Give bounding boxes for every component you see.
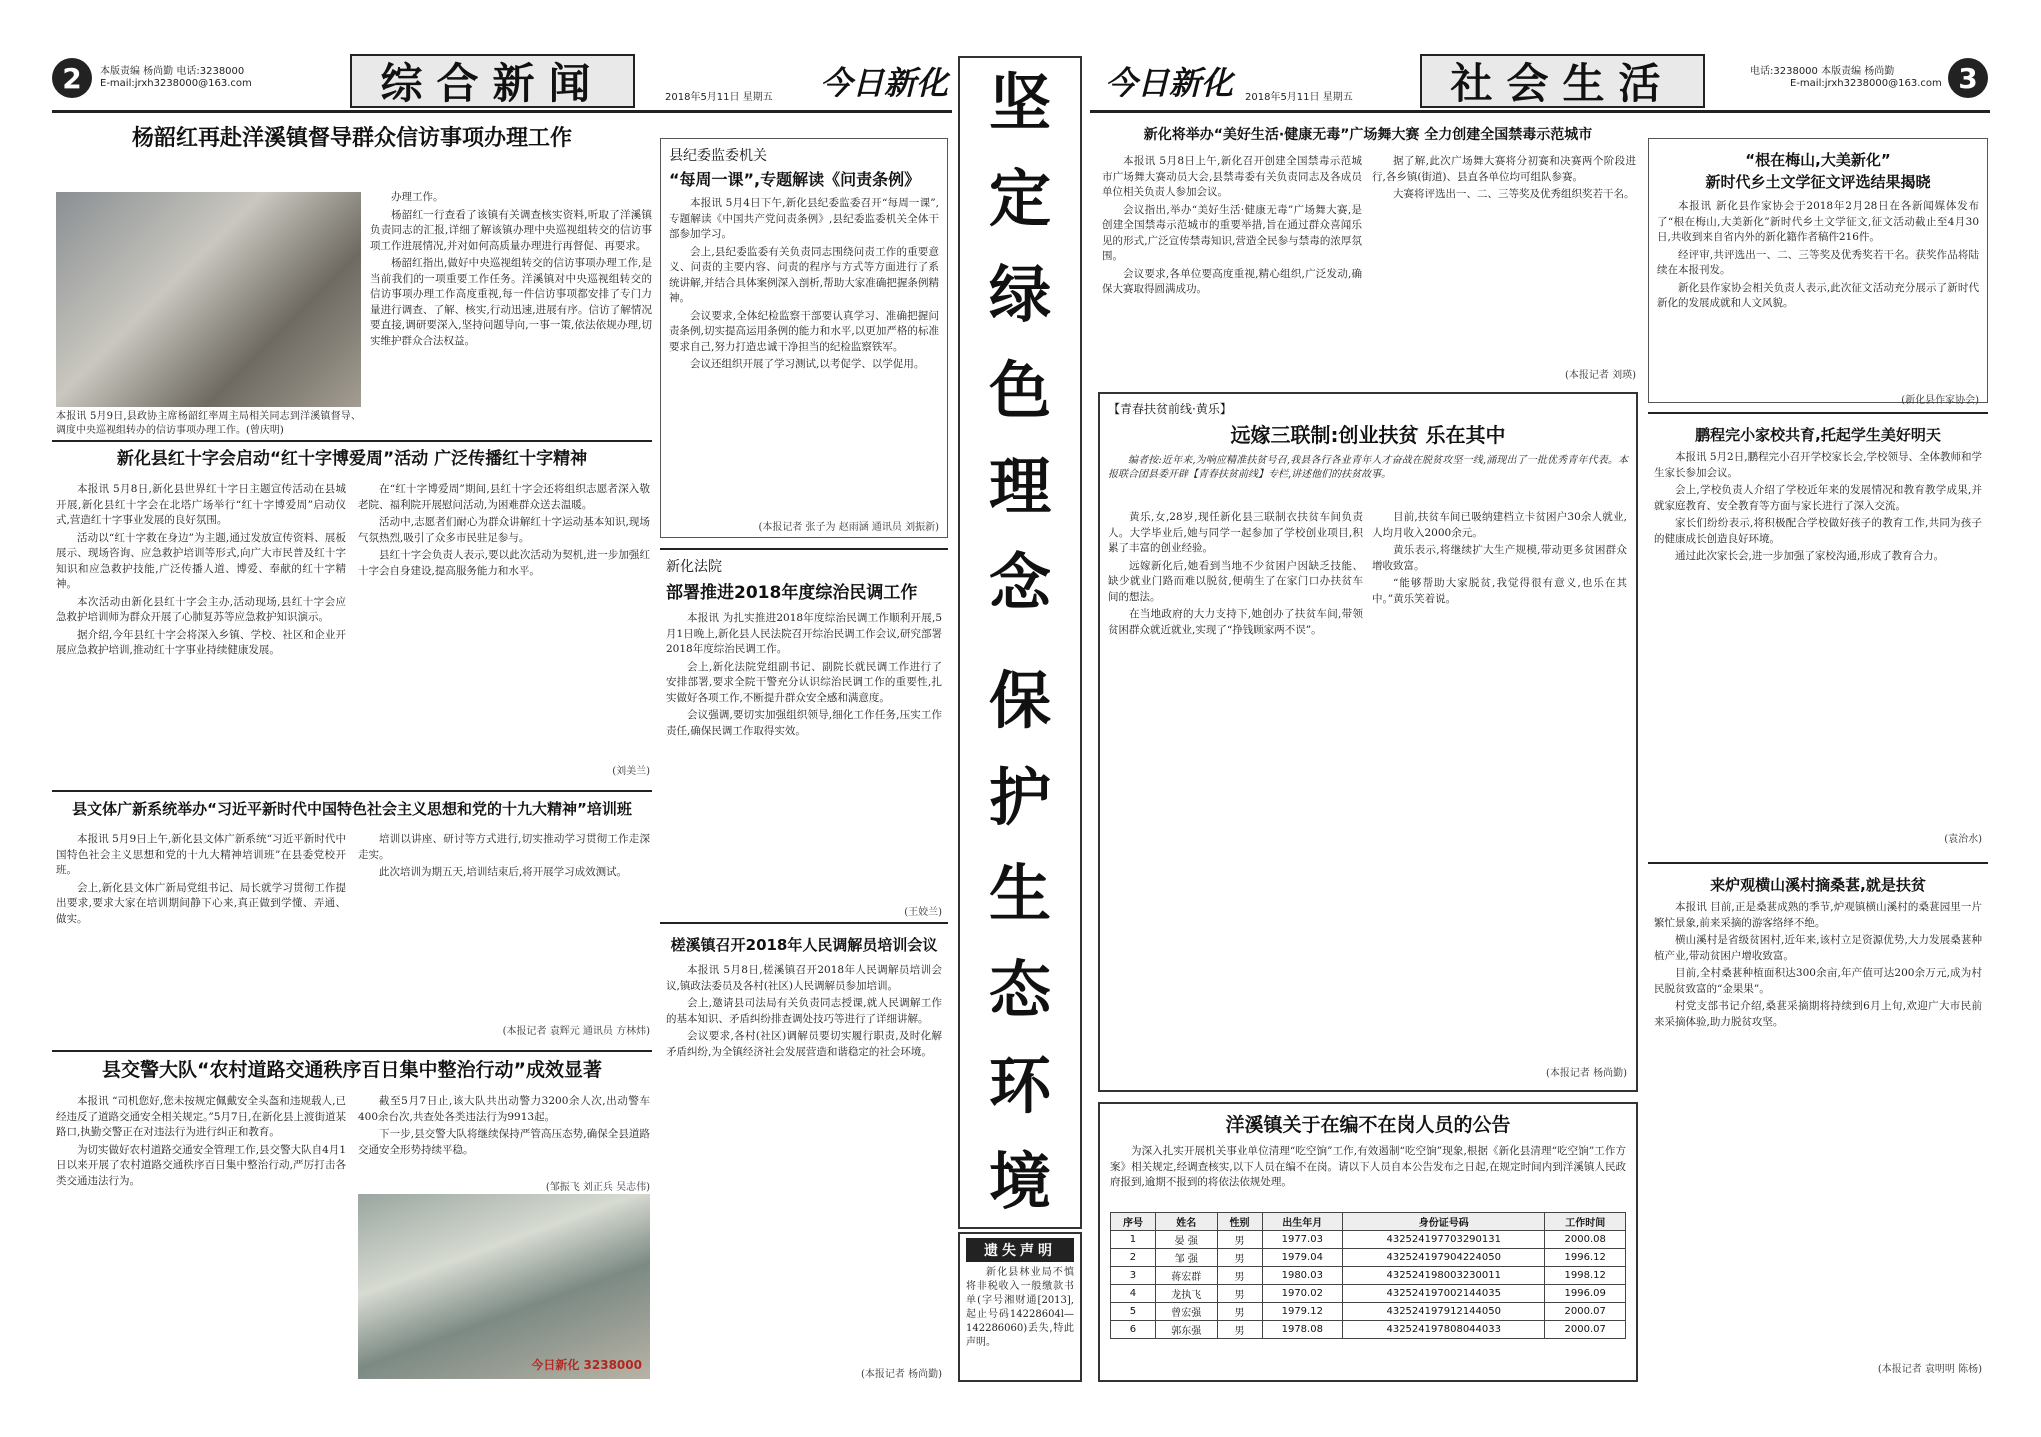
article-b2-editor-note: 编者按:近年来,为响应精准扶贫号召,我县各行各业青年人才奋战在脱贫攻坚一线,涌现出了一批优秀青年代表。本报联合团县委开辟【青春扶贫前线】专栏,讲述他们的扶贫故事。: [1108, 455, 1628, 480]
article-a6-body: [666, 611, 942, 901]
slogan-char: 绿: [988, 258, 1051, 332]
article-a5-title: “每周一课”,专题解读《问责条例》: [669, 170, 921, 189]
table-row: [1111, 1267, 1626, 1285]
email-right: E-mail:jrxh3238000@163.com: [1790, 78, 1942, 89]
article-a4: [52, 1050, 652, 1382]
paragraph: 横山溪村是省级贫困村,近年来,该村立足资源优势,大力发展桑葚种植产业,带动贫困户增收致富。: [1654, 934, 1982, 962]
article-a1: [52, 120, 652, 436]
article-b1-body2: [1372, 154, 1636, 362]
paragraph: 本报讯 5月8日,槎溪镇召开2018年人民调解员培训会议,镇政法委员及各村(社区)人民调解员参加培训。: [666, 964, 942, 992]
article-a7-byline: (本报记者 杨尚勤): [861, 1369, 942, 1380]
article-a5-kicker: 县纪委监委机关: [669, 148, 767, 164]
article-b2-body: [1108, 510, 1363, 1080]
header-rule-left: [52, 110, 952, 113]
table-header-cell: 出生年月: [1262, 1213, 1343, 1231]
paragraph: 目前,全村桑葚种植面积达300余亩,年产值可达200余万元,成为村民脱贫致富的“金果果”。: [1654, 967, 1982, 995]
paragraph: 会上,新化县文体广新局党组书记、局长就学习贯彻工作提出要求,要求大家在培训期间静下心来,真正做到学懂、弄通、做实。: [56, 881, 346, 925]
article-a4-body: [56, 1094, 346, 1379]
paragraph: 会议要求,全体纪检监察干部要认真学习、准确把握问责条例,切实提高运用条例的能力和水平,以更加严格的标准要求自己,努力打造忠诚干净担当的纪检监察铁军。: [669, 309, 939, 353]
paragraph: 会上,新化法院党组副书记、副院长就民调工作进行了安排部署,要求全院干警充分认识综治民调工作的重要性,扎实做好各项工作,不断提升群众安全感和满意度。: [666, 660, 942, 704]
article-b6-title: 来炉观横山溪村摘桑葚,就是扶贫: [1710, 876, 1926, 894]
article-b1-body: [1102, 154, 1362, 380]
paragraph: 家长们纷纷表示,将积极配合学校做好孩子的教育工作,共同为孩子的健康成长创造良好环境。: [1654, 517, 1982, 545]
article-b2-byline: (本报记者 杨尚勤): [1546, 1068, 1627, 1079]
center-slogan: [958, 56, 1082, 1229]
article-b1: [1098, 120, 1638, 382]
table-cell: 龙执飞: [1155, 1285, 1217, 1303]
article-b2: [1098, 392, 1638, 1092]
editor-line-left: 本版责编 杨尚勤 电话:3238000: [100, 66, 245, 77]
table-row: [1111, 1303, 1626, 1321]
article-b5-byline: (袁治水): [1944, 834, 1982, 845]
masthead-right: 今日新化: [1105, 64, 1234, 102]
paragraph: 本报讯 5月4日下午,新化县纪委监委召开“每周一课”,专题解读《中国共产党问责条例》,县纪委监委机关全体干部参加学习。: [669, 197, 939, 240]
paragraph: “能够帮助大家脱贫,我觉得很有意义,也乐在其中。”黄乐笑着说。: [1372, 577, 1627, 605]
paragraph: 新化县作家协会相关负责人表示,此次征文活动充分展示了新时代新化的发展成就和人文风貌。: [1657, 281, 1979, 309]
paragraph: 远嫁新化后,她看到当地不少贫困户因缺乏技能、缺少就业门路而难以脱贫,便萌生了在家门口办扶贫车间的想法。: [1108, 559, 1363, 603]
paragraph: 会上,邀请县司法局有关负责同志授课,就人民调解工作的基本知识、矛盾纠纷排查调处技巧等进行了详细讲解。: [666, 997, 942, 1025]
paragraph: 通过此次家长会,进一步加强了家校沟通,形成了教育合力。: [1675, 550, 1945, 562]
editor-line-right: 电话:3238000 本版责编 杨尚勤: [1750, 66, 1895, 77]
article-b4-body: [1657, 199, 1979, 389]
slogan-char: 念: [988, 546, 1051, 620]
paragraph: 本报讯 5月2日,鹏程完小召开学校家长会,学校领导、全体教师和学生家长参加会议。: [1654, 451, 1982, 479]
article-a3-body: [56, 832, 346, 1037]
slogan-char: 理: [988, 450, 1051, 524]
table-cell: 男: [1217, 1267, 1262, 1285]
page-number-right: 3: [1948, 58, 1988, 98]
table-row: [1111, 1321, 1626, 1339]
article-b6: [1648, 862, 1988, 1382]
article-a6-byline: (王姣兰): [904, 907, 942, 918]
slogan-char: 定: [988, 162, 1051, 236]
paragraph: 截至5月7日止,该大队共出动警力3200余人次,出动警车400余台次,共查处各类违法行为9913起。: [358, 1095, 650, 1123]
article-a2: [52, 440, 652, 780]
table-cell: 3: [1111, 1267, 1156, 1285]
paragraph: 活动以“红十字救在身边”为主题,通过发放宣传资料、展板展示、现场咨询、应急救护培训等形式,向广大市民普及红十字知识和应急救护技能,广泛传播人道、博爱、奉献的红十字精神。: [56, 531, 346, 590]
article-a5-byline: (本报记者 张子为 赵雨涵 通讯员 刘振新): [758, 522, 939, 533]
table-cell: 曾宏强: [1155, 1303, 1217, 1321]
article-b2-title: 远嫁三联制:创业扶贫 乐在其中: [1230, 423, 1506, 447]
article-a4-photo: [358, 1194, 650, 1379]
paragraph: 村党支部书记介绍,桑葚采摘期将持续到6月上旬,欢迎广大市民前来采摘体验,助力脱贫攻坚。: [1654, 1000, 1982, 1028]
slogan-char: 坚: [988, 66, 1051, 139]
article-a7: [660, 922, 948, 1382]
article-b2-body2: [1372, 510, 1627, 1058]
article-a6: [660, 548, 948, 918]
personnel-table: [1110, 1212, 1626, 1339]
paragraph: 本报讯 5月9日上午,新化县文体广新系统“习近平新时代中国特色社会主义思想和党的十九大精神培训班”在县委党校开班。: [56, 833, 346, 876]
table-cell: 1980.03: [1262, 1267, 1343, 1285]
article-a4-title: 县交警大队“农村道路交通秩序百日集中整治行动”成效显著: [102, 1059, 602, 1081]
article-b5: [1648, 412, 1988, 852]
table-cell: 蒋宏群: [1155, 1267, 1217, 1285]
paragraph: 大赛将评选出一、二、三等奖及优秀组织奖若干名。: [1393, 188, 1635, 200]
paragraph: 培训以讲座、研讨等方式进行,切实推动学习贯彻工作走深走实。: [358, 833, 650, 861]
paragraph: 办理工作。: [391, 191, 444, 203]
paragraph: 目前,扶贫车间已吸纳建档立卡贫困户30余人就业,人均月收入2000余元。: [1372, 511, 1627, 539]
table-cell: 2000.08: [1545, 1231, 1626, 1249]
article-a6-title: 部署推进2018年度综治民调工作: [666, 583, 918, 603]
table-row: [1111, 1285, 1626, 1303]
article-a2-title: 新化县红十字会启动“红十字博爱周”活动 广泛传播红十字精神: [116, 449, 588, 469]
paragraph: 会议要求,各村(社区)调解员要切实履行职责,及时化解矛盾纠纷,为全镇经济社会发展营造和谐稳定的社会环境。: [666, 1030, 942, 1058]
table-cell: 男: [1217, 1231, 1262, 1249]
slogan-char: 态: [988, 952, 1051, 1026]
article-b2-kicker: 【青春扶贫前线·黄乐】: [1108, 402, 1232, 416]
slogan-char: 环: [988, 1048, 1051, 1122]
article-a4-photo-signature: 今日新化 3238000: [531, 1358, 642, 1372]
article-a7-title: 槎溪镇召开2018年人民调解员培训会议: [670, 936, 938, 954]
lost-notice-body: 新化县林业局不慎将非税收入一般缴款书单(字号湘财通[2013],起止号码14228604l—142286060)丢失,特此声明。: [966, 1267, 1074, 1348]
article-a3: [52, 790, 652, 1040]
table-cell: 1996.09: [1545, 1285, 1626, 1303]
article-a4-body2: [358, 1094, 650, 1174]
article-a6-kicker: 新化法院: [666, 559, 722, 575]
table-cell: 1979.12: [1262, 1303, 1343, 1321]
table-header-cell: 序号: [1111, 1213, 1156, 1231]
article-b6-byline: (本报记者 袁明明 陈杨): [1877, 1364, 1982, 1375]
table-header-cell: 性别: [1217, 1213, 1262, 1231]
article-b6-body: [1654, 900, 1982, 1358]
article-b5-body: [1654, 450, 1982, 828]
paragraph: 会议还组织开展了学习测试,以考促学、以学促用。: [690, 358, 925, 370]
paragraph: 为切实做好农村道路交通安全管理工作,县交警大队自4月1日以来开展了农村道路交通秩序百日集中整治行动,严厉打击各类交通违法行为。: [56, 1143, 346, 1187]
article-a3-byline: (本报记者 袁辉元 通讯员 方林炜): [502, 1026, 650, 1037]
paragraph: 在当地政府的大力支持下,她创办了扶贫车间,带领贫困群众就近就业,实现了“挣钱顾家两不误”。: [1108, 608, 1363, 636]
table-cell: 1: [1111, 1231, 1156, 1249]
table-cell: 2: [1111, 1249, 1156, 1267]
table-cell: 男: [1217, 1285, 1262, 1303]
paragraph: 会议指出,举办“美好生活·健康无毒”广场舞大赛,是创建全国禁毒示范城市的重要举措,旨在通过群众喜闻乐见的形式,广泛宣传禁毒知识,营造全民参与禁毒的浓厚氛围。: [1102, 203, 1362, 262]
table-cell: 432524197703290131: [1343, 1231, 1545, 1249]
paragraph: 黄乐表示,将继续扩大生产规模,带动更多贫困群众增收致富。: [1372, 544, 1627, 572]
article-b4-byline: (新化县作家协会): [1901, 395, 1979, 406]
table-cell: 432524198003230011: [1343, 1267, 1545, 1285]
paragraph: 在“红十字博爱周”期间,县红十字会还将组织志愿者深入敬老院、福利院开展慰问活动,为困难群众送去温暖。: [358, 483, 650, 511]
table-cell: 1979.04: [1262, 1249, 1343, 1267]
table-header-cell: 身份证号码: [1343, 1213, 1545, 1231]
table-row: [1111, 1249, 1626, 1267]
table-cell: 2000.07: [1545, 1303, 1626, 1321]
paragraph: 下一步,县交警大队将继续保持严管高压态势,确保全县道路交通安全形势持续平稳。: [358, 1128, 650, 1156]
table-header-cell: 姓名: [1155, 1213, 1217, 1231]
slogan-char: 境: [988, 1144, 1051, 1218]
paragraph: 据介绍,今年县红十字会将深入乡镇、学校、社区和企业开展应急救护培训,推动红十字事业持续健康发展。: [56, 628, 346, 656]
paragraph: 黄乐,女,28岁,现任新化县三联制衣扶贫车间负责人。大学毕业后,她与同学一起参加了学校创业项目,积累了丰富的创业经验。: [1108, 511, 1363, 554]
table-cell: 432524197904224050: [1343, 1249, 1545, 1267]
table-cell: 1978.08: [1262, 1321, 1343, 1339]
article-a2-body: [56, 482, 346, 772]
slogan-char: 色: [988, 354, 1051, 428]
table-cell: 4: [1111, 1285, 1156, 1303]
article-a1-title: 杨韶红再赴洋溪镇督导群众信访事项办理工作: [131, 126, 572, 151]
paragraph: 本报讯 5月8日上午,新化召开创建全国禁毒示范城市广场舞大赛动员大会,县禁毒委有关负责同志及各成员单位相关负责人参加会议。: [1102, 155, 1362, 198]
table-cell: 432524197912144050: [1343, 1303, 1545, 1321]
slogan-char: 护: [988, 760, 1051, 834]
table-cell: 432524197808044033: [1343, 1321, 1545, 1339]
paragraph: 会上,学校负责人介绍了学校近年来的发展情况和教育教学成果,并就家庭教育、安全教育等方面与家长进行了深入交流。: [1654, 484, 1982, 512]
table-cell: 6: [1111, 1321, 1156, 1339]
paragraph: 本报讯 目前,正是桑葚成熟的季节,炉观镇横山溪村的桑葚园里一片繁忙景象,前来采摘的游客络绎不绝。: [1654, 901, 1982, 929]
slogan-char: 生: [988, 856, 1051, 930]
paragraph: 本报讯 新化县作家协会于2018年2月28日在各新闻媒体发布了“根在梅山,大美新化”新时代乡土文学征文,征文活动截止至4月30日,共收到来自省内外的新化籍作者稿件216件。: [1657, 200, 1979, 243]
article-a3-body2: [358, 832, 650, 1017]
table-cell: 邹 强: [1155, 1249, 1217, 1267]
lost-notice: [958, 1232, 1082, 1382]
paragraph: 本次活动由新化县红十字会主办,活动现场,县红十字会应急救护培训师为群众开展了心肺复苏等应急救护知识演示。: [56, 595, 346, 623]
paragraph: 会议要求,各单位要高度重视,精心组织,广泛发动,确保大赛取得圆满成功。: [1102, 267, 1362, 295]
table-cell: 郭东强: [1155, 1321, 1217, 1339]
article-a7-body: [666, 963, 942, 1363]
article-b4: [1648, 138, 1988, 406]
article-a1-caption: 本报讯 5月9日,县政协主席杨韶红率周主局相关同志到洋溪镇督导、调度中央巡视组转办的信访事项办理工作。(曾庆明): [56, 411, 361, 436]
table-cell: 1970.02: [1262, 1285, 1343, 1303]
paragraph: 本报讯 为扎实推进2018年度综治民调工作顺利开展,5月1日晚上,新化县人民法院召开综治民调工作会议,研究部署2018年度综治民调工作。: [666, 612, 942, 655]
table-cell: 432524197002144035: [1343, 1285, 1545, 1303]
masthead-left: 今日新化: [820, 64, 949, 102]
article-a5-body: [669, 196, 939, 516]
paragraph: 活动中,志愿者们耐心为群众讲解红十字运动基本知识,现场气氛热烈,吸引了众多市民驻足参与。: [358, 516, 650, 544]
paragraph: 本报讯 “司机您好,您未按规定佩戴安全头盔和违规载人,已经违反了道路交通安全相关规定。”5月7日,在新化县上渡街道某路口,执勤交警正在对违法行为进行纠正和教育。: [56, 1095, 346, 1138]
paragraph: 杨韶红一行查看了该镇有关调查核实资料,听取了洋溪镇负责同志的汇报,详细了解该镇办理中央巡视组转交的信访事项工作进展情况,并对如何高质量办理进行再督促、再要求。: [370, 208, 652, 252]
page-number-left: 2: [52, 58, 92, 98]
section-title-left: 综合新闻: [350, 54, 635, 108]
table-cell: 1996.12: [1545, 1249, 1626, 1267]
table-cell: 1977.03: [1262, 1231, 1343, 1249]
article-a2-body2: [358, 482, 650, 758]
date-right: 2018年5月11日 星期五: [1245, 92, 1353, 103]
table-cell: 男: [1217, 1321, 1262, 1339]
article-b4-title: “根在梅山,大美新化” 新时代乡土文学征文评选结果揭晓: [1705, 151, 1931, 191]
article-b5-title: 鹏程完小家校共育,托起学生美好明天: [1695, 426, 1941, 444]
article-b3-body: 为深入扎实开展机关事业单位清理“吃空饷”工作,有效遏制“吃空饷”现象,根据《新化县清理“吃空饷”工作方案》相关规定,经调查核实,以下人员在编不在岗。请以下人员自本公告发布之日起,在规定时间内到洋溪镇人民政府报到,逾期不报到的将依法依规处理。: [1110, 1145, 1626, 1188]
article-a5: [660, 138, 948, 538]
paragraph: 会上,县纪委监委有关负责同志围绕问责工作的重要意义、问责的主要内容、问责的程序与方式等方面进行了系统讲解,并结合具体案例深入剖析,帮助大家准确把握条例精神。: [669, 245, 939, 304]
article-b1-title: 新化将举办“美好生活·健康无毒”广场舞大赛 全力创建全国禁毒示范城市: [1143, 127, 1593, 143]
table-cell: 5: [1111, 1303, 1156, 1321]
table-cell: 2000.07: [1545, 1321, 1626, 1339]
lost-notice-title: 遗失声明: [966, 1238, 1074, 1262]
article-a4-byline: (邹振飞 刘正兵 吴志伟): [545, 1182, 650, 1193]
table-cell: 晏 强: [1155, 1231, 1217, 1249]
paragraph: 经评审,共评选出一、二、三等奖及优秀奖若干名。获奖作品将陆续在本报刊发。: [1657, 248, 1979, 276]
table-cell: 男: [1217, 1303, 1262, 1321]
article-b1-byline: (本报记者 刘瑛): [1565, 370, 1636, 381]
paragraph: 此次培训为期五天,培训结束后,将开展学习成效测试。: [379, 866, 628, 878]
paragraph: 会议强调,要切实加强组织领导,细化工作任务,压实工作责任,确保民调工作取得实效。: [666, 709, 942, 737]
paragraph: 县红十字会负责人表示,要以此次活动为契机,进一步加强红十字会自身建设,提高服务能力和水平。: [358, 549, 650, 577]
table-row: [1111, 1231, 1626, 1249]
article-b3: [1098, 1102, 1638, 1382]
table-cell: 1998.12: [1545, 1267, 1626, 1285]
date-left: 2018年5月11日 星期五: [665, 92, 773, 103]
article-b3-title: 洋溪镇关于在编不在岗人员的公告: [1225, 1114, 1511, 1136]
article-a1-photo: [56, 192, 361, 407]
paragraph: 据了解,此次广场舞大赛将分初赛和决赛两个阶段进行,各乡镇(街道)、县直各单位均可组队参赛。: [1372, 155, 1636, 183]
paragraph: 本报讯 5月8日,新化县世界红十字日主题宣传活动在县城开展,新化县红十字会在北塔广场举行“红十字博爱周”启动仪式,营造红十字事业发展的良好氛围。: [56, 483, 346, 526]
article-a1-body: [370, 190, 652, 430]
paragraph: 杨韶红指出,做好中央巡视组转交的信访事项办理工作,是当前我们的一项重要工作任务。洋溪镇对中央巡视组转交的信访事项办理工作高度重视,每一件信访事项都安排了专门力量进行调查、了解、核实,行动迅速,进展有序。信访了解情况要直接,调研要深入,坚持问题导向,一事一策,依法依规办理,切实维护群众合法权益。: [370, 257, 652, 347]
article-a2-byline: (刘美兰): [612, 766, 650, 777]
section-title-right: 社会生活: [1420, 54, 1705, 108]
slogan-char: 保: [988, 664, 1051, 738]
article-a3-title: 县文体广新系统举办“习近平新时代中国特色社会主义思想和党的十九大精神”培训班: [72, 800, 632, 818]
table-header-cell: 工作时间: [1545, 1213, 1626, 1231]
header-rule-right: [1090, 110, 1990, 113]
table-cell: 男: [1217, 1249, 1262, 1267]
email-left: E-mail:jrxh3238000@163.com: [100, 78, 252, 89]
